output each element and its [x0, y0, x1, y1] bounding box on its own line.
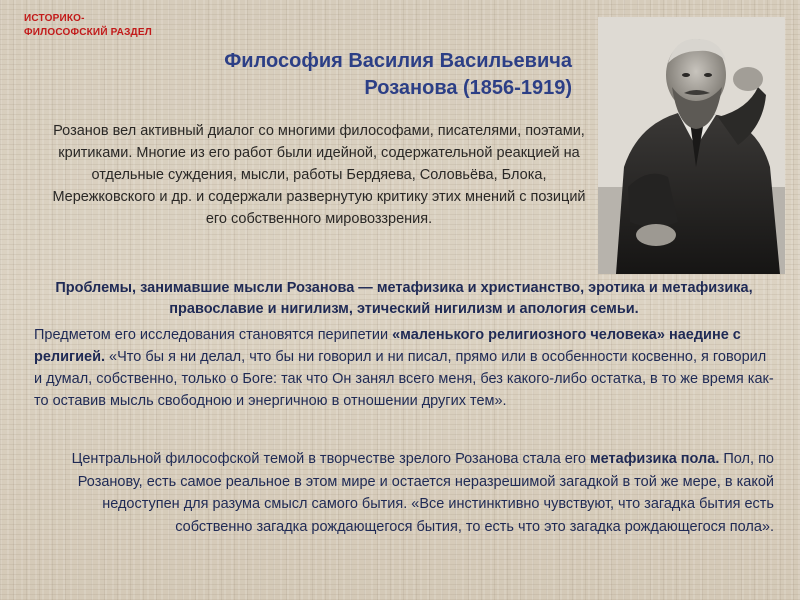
gender-metaphysics-bold: метафизика пола. [589, 451, 720, 467]
gender-metaphysics-paragraph [34, 448, 774, 538]
page-title-line-2: Розанова (1856-1919) [364, 77, 572, 99]
religion-paragraph-quote: «Что бы я ни делал, что бы ни говорил и ни писал, прямо или в особенности косвенно, я говорил и думал, собственно, только о Боге: так что Он занял всего меня, без какого-либо остатка, в то же время как-то оставив мысль свободною и энергичною в отношении других тем». [34, 349, 774, 409]
portrait-illustration [598, 17, 785, 274]
page-title [120, 48, 572, 102]
portrait-photo [598, 17, 785, 274]
problems-paragraph: Проблемы, занимавшие мысли Розанова — метафизика и христианство, эротика и метафизика, православие и нигилизм, этический нигилизм и апология семьи. [55, 280, 753, 317]
intro-paragraph: Розанов вел активный диалог со многими философами, писателями, поэтами, критиками. Многие из его работ были идейной, содержательной реакцией на отдельные суждения, мысли, работы Бердяева, Соловьёва, Блока, Мережковского и др. и содержали развернутую критику этих мнений с позиций его собственного мировоззрения. [52, 123, 586, 227]
religion-paragraph [34, 324, 774, 412]
section-label: ИСТОРИКО-ФИЛОСОФСКИЙ РАЗДЕЛ [24, 13, 152, 38]
page-title-line-1: Философия Василия Васильевича [224, 50, 572, 72]
religion-paragraph-lead: Предметом его исследования становятся перипетии [34, 327, 393, 343]
gender-metaphysics-rest: Пол, по Розанову, есть самое реальное в этом мире и остается неразрешимой загадкой в той же мере, в какой недоступен для разума смысл самого бытия. «Все инстинктивно чувствуют, что загадка бытия есть собственно загадка рождающегося бытия, то есть что это загадка рождающегося пола». [77, 451, 774, 535]
religion-paragraph-bold: «маленького религиозного человека» наедине с религией. [34, 327, 741, 365]
gender-metaphysics-lead: Центральной философской темой в творчестве зрелого Розанова стала его [71, 451, 590, 467]
